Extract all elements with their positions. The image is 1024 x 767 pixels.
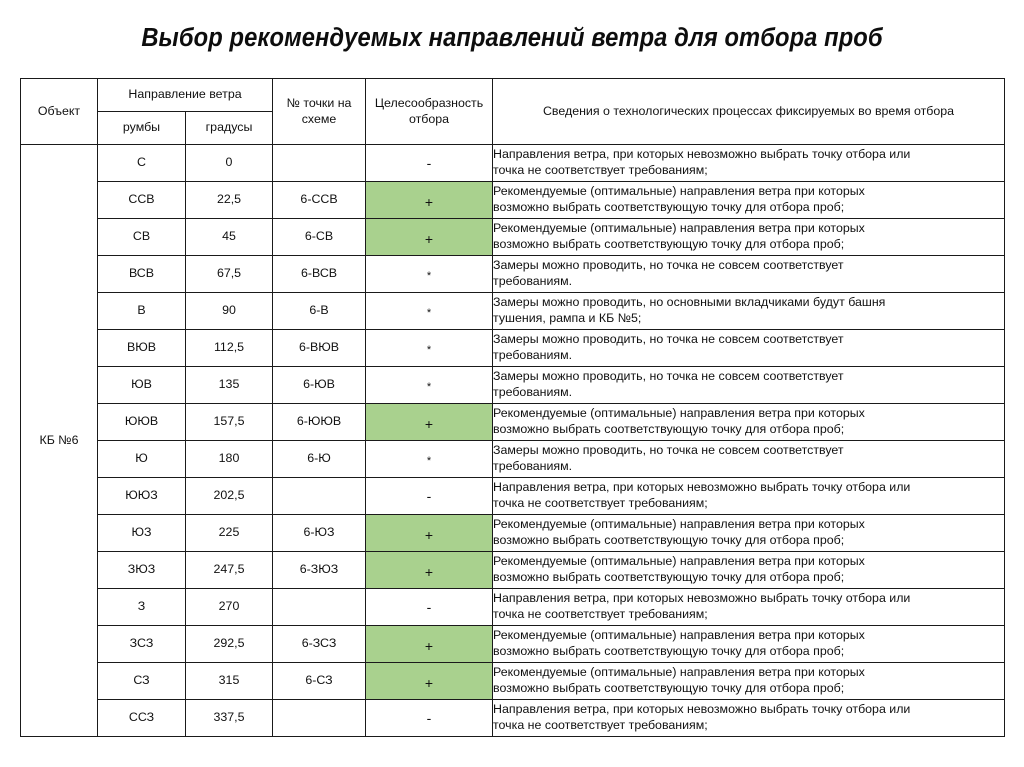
suitability-symbol: + (424, 563, 434, 580)
cell-rhumb: ССЗ (98, 700, 186, 737)
cell-suitability (366, 478, 493, 515)
suitability-symbol: * (426, 381, 432, 394)
page-title: Выбор рекомендуемых направлений ветра для отбора проб (141, 24, 883, 52)
cell-degrees: 135 (186, 367, 273, 404)
header-info: Сведения о технологических процессах фиксируемых во время отбора (493, 79, 1005, 145)
cell-suitability (366, 256, 493, 293)
table-row (21, 367, 1005, 404)
table-row (21, 182, 1005, 219)
cell-rhumb: ЮЗ (98, 515, 186, 552)
suitability-symbol: - (426, 154, 432, 171)
cell-rhumb: Ю (98, 441, 186, 478)
cell-suitability (366, 330, 493, 367)
cell-info (493, 182, 1005, 219)
suitability-symbol: + (424, 637, 434, 654)
cell-info (493, 404, 1005, 441)
cell-rhumb: СВ (98, 219, 186, 256)
cell-point-number: 6-ЮЗ (273, 515, 366, 552)
cell-degrees: 157,5 (186, 404, 273, 441)
table-row (21, 552, 1005, 589)
cell-degrees: 247,5 (186, 552, 273, 589)
table-header-row-1 (21, 79, 1005, 112)
table-row (21, 293, 1005, 330)
info-line-2: возможно выбрать соответствующую точку для отбора проб; (493, 681, 845, 695)
cell-degrees: 180 (186, 441, 273, 478)
cell-suitability (366, 552, 493, 589)
cell-suitability (366, 404, 493, 441)
cell-info (493, 663, 1005, 700)
cell-info (493, 330, 1005, 367)
cell-info (493, 441, 1005, 478)
cell-suitability (366, 441, 493, 478)
cell-point-number (273, 700, 366, 737)
suitability-symbol: - (426, 598, 432, 615)
cell-rhumb: З (98, 589, 186, 626)
header-point-number-line1: № точки на (286, 95, 352, 110)
cell-degrees: 202,5 (186, 478, 273, 515)
table-header (21, 79, 1005, 145)
table-row (21, 589, 1005, 626)
cell-suitability (366, 293, 493, 330)
cell-info (493, 293, 1005, 330)
suitability-symbol: + (424, 674, 434, 691)
cell-info (493, 478, 1005, 515)
cell-rhumb: ЮЮЗ (98, 478, 186, 515)
suitability-symbol: + (424, 526, 434, 543)
cell-info (493, 367, 1005, 404)
cell-point-number: 6-ССВ (273, 182, 366, 219)
cell-degrees: 90 (186, 293, 273, 330)
info-line-1: Рекомендуемые (оптимальные) направления ветра при которых (493, 554, 865, 569)
cell-suitability (366, 182, 493, 219)
table-row (21, 330, 1005, 367)
info-line-2: требованиям. (493, 348, 573, 362)
table-row (21, 404, 1005, 441)
info-line-1: Рекомендуемые (оптимальные) направления ветра при которых (493, 665, 865, 680)
cell-degrees: 45 (186, 219, 273, 256)
cell-rhumb: В (98, 293, 186, 330)
cell-degrees: 22,5 (186, 182, 273, 219)
header-wind-direction: Направление ветра (98, 79, 273, 112)
info-line-1: Замеры можно проводить, но точка не совсем соответствует (493, 369, 844, 384)
info-line-1: Рекомендуемые (оптимальные) направления ветра при которых (493, 221, 865, 236)
cell-rhumb: ЮВ (98, 367, 186, 404)
suitability-symbol: - (426, 709, 432, 726)
info-line-1: Направления ветра, при которых невозможно выбрать точку отбора или (493, 702, 911, 717)
cell-point-number: 6-СЗ (273, 663, 366, 700)
cell-rhumb: ЗЮЗ (98, 552, 186, 589)
info-line-2: возможно выбрать соответствующую точку для отбора проб; (493, 644, 845, 658)
info-line-2: возможно выбрать соответствующую точку для отбора проб; (493, 570, 845, 584)
info-line-1: Рекомендуемые (оптимальные) направления ветра при которых (493, 406, 865, 421)
suitability-symbol: + (424, 415, 434, 432)
suitability-symbol: * (426, 270, 432, 283)
table-row (21, 441, 1005, 478)
cell-suitability (366, 626, 493, 663)
cell-suitability (366, 219, 493, 256)
cell-degrees: 337,5 (186, 700, 273, 737)
info-line-1: Замеры можно проводить, но точка не совсем соответствует (493, 258, 844, 273)
cell-rhumb: ЗСЗ (98, 626, 186, 663)
suitability-symbol: - (426, 487, 432, 504)
info-line-2: точка не соответствует требованиям; (493, 718, 708, 732)
cell-degrees: 67,5 (186, 256, 273, 293)
info-line-2: возможно выбрать соответствующую точку для отбора проб; (493, 200, 845, 214)
info-line-1: Направления ветра, при которых невозможно выбрать точку отбора или (493, 147, 911, 162)
info-line-2: точка не соответствует требованиям; (493, 496, 708, 510)
cell-point-number (273, 478, 366, 515)
cell-suitability (366, 700, 493, 737)
info-line-2: требованиям. (493, 274, 573, 288)
cell-degrees: 0 (186, 145, 273, 182)
suitability-symbol: + (424, 193, 434, 210)
cell-info (493, 626, 1005, 663)
cell-info (493, 256, 1005, 293)
header-point-number (273, 79, 366, 145)
cell-point-number: 6-СВ (273, 219, 366, 256)
cell-info (493, 515, 1005, 552)
cell-suitability (366, 515, 493, 552)
info-line-1: Рекомендуемые (оптимальные) направления ветра при которых (493, 184, 865, 199)
cell-point-number: 6-ВЮВ (273, 330, 366, 367)
cell-point-number: 6-ЗСЗ (273, 626, 366, 663)
info-line-2: требованиям. (493, 385, 573, 399)
cell-info (493, 700, 1005, 737)
table-row (21, 626, 1005, 663)
info-line-2: возможно выбрать соответствующую точку для отбора проб; (493, 533, 845, 547)
table-row (21, 256, 1005, 293)
cell-point-number: 6-ЮВ (273, 367, 366, 404)
info-line-2: тушения, рампа и КБ №5; (493, 311, 642, 325)
info-line-1: Замеры можно проводить, но основными вкладчиками будут башня (493, 295, 886, 310)
cell-rhumb: С (98, 145, 186, 182)
info-line-1: Замеры можно проводить, но точка не совсем соответствует (493, 332, 844, 347)
table-body (21, 145, 1005, 737)
info-line-1: Рекомендуемые (оптимальные) направления ветра при которых (493, 628, 865, 643)
table-row (21, 700, 1005, 737)
cell-degrees: 112,5 (186, 330, 273, 367)
suitability-symbol: + (424, 230, 434, 247)
cell-point-number (273, 145, 366, 182)
info-line-2: возможно выбрать соответствующую точку для отбора проб; (493, 422, 845, 436)
cell-point-number (273, 589, 366, 626)
cell-rhumb: СЗ (98, 663, 186, 700)
info-line-1: Направления ветра, при которых невозможно выбрать точку отбора или (493, 591, 911, 606)
suitability-symbol: * (426, 307, 432, 320)
suitability-symbol: * (426, 344, 432, 357)
cell-info (493, 219, 1005, 256)
header-suitability-line1: Целесообразность (374, 95, 484, 110)
table-row (21, 515, 1005, 552)
header-suitability-line2: отбора (408, 111, 450, 126)
info-line-2: возможно выбрать соответствующую точку для отбора проб; (493, 237, 845, 251)
cell-suitability (366, 589, 493, 626)
table-row (21, 478, 1005, 515)
table-row (21, 219, 1005, 256)
cell-info (493, 552, 1005, 589)
info-line-2: точка не соответствует требованиям; (493, 607, 708, 621)
info-line-1: Направления ветра, при которых невозможно выбрать точку отбора или (493, 480, 911, 495)
cell-info (493, 589, 1005, 626)
wind-direction-table (20, 78, 1005, 737)
cell-object: КБ №6 (21, 145, 98, 737)
cell-point-number: 6-В (273, 293, 366, 330)
cell-point-number: 6-ЮЮВ (273, 404, 366, 441)
table-row (21, 145, 1005, 182)
header-degrees: градусы (186, 112, 273, 145)
header-point-number-line2: схеме (301, 111, 337, 126)
cell-rhumb: ВЮВ (98, 330, 186, 367)
cell-rhumb: ССВ (98, 182, 186, 219)
info-line-1: Рекомендуемые (оптимальные) направления ветра при которых (493, 517, 865, 532)
cell-degrees: 225 (186, 515, 273, 552)
cell-degrees: 270 (186, 589, 273, 626)
cell-rhumb: ВСВ (98, 256, 186, 293)
cell-suitability (366, 145, 493, 182)
info-line-2: требованиям. (493, 459, 573, 473)
cell-suitability (366, 663, 493, 700)
header-rhumbs: румбы (98, 112, 186, 145)
suitability-symbol: * (426, 455, 432, 468)
cell-suitability (366, 367, 493, 404)
info-line-1: Замеры можно проводить, но точка не совсем соответствует (493, 443, 844, 458)
header-suitability (366, 79, 493, 145)
info-line-2: точка не соответствует требованиям; (493, 163, 708, 177)
cell-point-number: 6-ЗЮЗ (273, 552, 366, 589)
wind-direction-table-container (20, 78, 1004, 737)
header-object: Объект (21, 79, 98, 145)
cell-point-number: 6-Ю (273, 441, 366, 478)
cell-rhumb: ЮЮВ (98, 404, 186, 441)
cell-degrees: 315 (186, 663, 273, 700)
cell-point-number: 6-ВСВ (273, 256, 366, 293)
cell-degrees: 292,5 (186, 626, 273, 663)
table-row (21, 663, 1005, 700)
cell-info (493, 145, 1005, 182)
